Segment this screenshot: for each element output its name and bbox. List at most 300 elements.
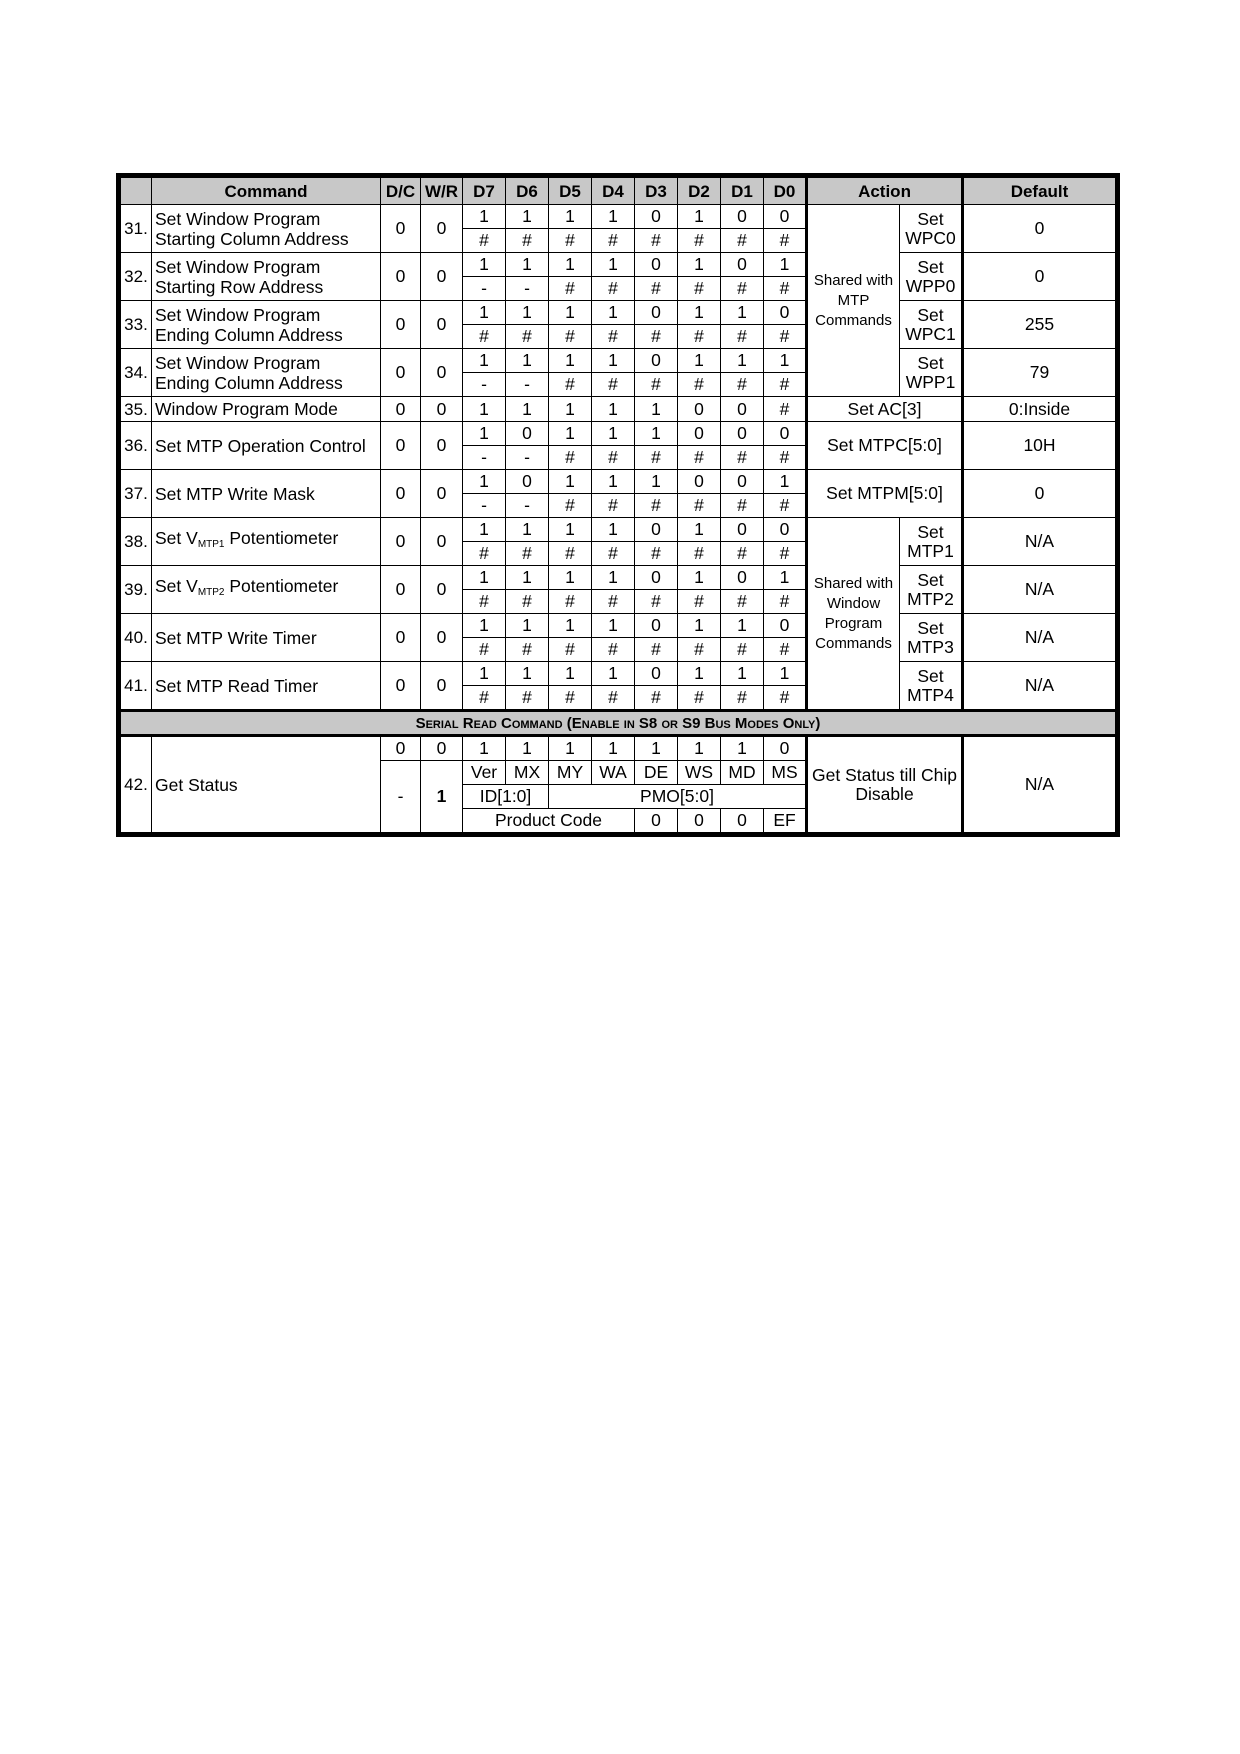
status-bit-name: MY — [549, 761, 592, 785]
dc-value: 0 — [381, 470, 421, 518]
row-number: 37. — [121, 470, 152, 518]
shared-note-line: Commands — [815, 311, 892, 329]
command-name-line: Ending Column Address — [155, 372, 343, 393]
bit-value: # — [463, 590, 506, 614]
bit-value: # — [764, 373, 807, 397]
bit-value: 1 — [764, 349, 807, 373]
header-bit: D1 — [721, 178, 764, 205]
bit-value: 1 — [592, 397, 635, 422]
action-line: Set — [917, 256, 944, 277]
action-line: Set — [917, 617, 944, 638]
wr-value: 0 — [421, 422, 463, 470]
command-name-line: Set Window Program — [155, 352, 321, 373]
bit-value: 0 — [506, 422, 549, 446]
default-value: N/A — [963, 566, 1116, 614]
status-bit-name: WS — [678, 761, 721, 785]
bit-value: 0 — [635, 566, 678, 590]
bit-value: # — [549, 277, 592, 301]
header-default: Default — [963, 178, 1116, 205]
row-number: 42. — [121, 736, 152, 833]
bit-value: 1 — [506, 662, 549, 686]
dc-value: 0 — [381, 349, 421, 397]
bit-value: 0 — [721, 253, 764, 277]
shared-note-line: Program — [824, 614, 883, 632]
bit-value: # — [764, 494, 807, 518]
bit-value: 0 — [721, 205, 764, 229]
bit-value: 1 — [721, 736, 764, 761]
status-bit-name: MS — [764, 761, 807, 785]
bit-value: 1 — [463, 301, 506, 325]
command-prefix: Set V — [155, 528, 198, 548]
bit-value: 0 — [635, 253, 678, 277]
bit-value: # — [678, 494, 721, 518]
bit-value: # — [678, 590, 721, 614]
command-name — [152, 566, 381, 614]
dc-value: 0 — [381, 422, 421, 470]
action-line: Set — [917, 665, 944, 686]
table-row — [121, 422, 1116, 446]
default-value: N/A — [963, 736, 1116, 833]
bit-value: 1 — [506, 736, 549, 761]
bit-value: 0 — [635, 301, 678, 325]
product-code: Product Code — [463, 809, 635, 833]
header-dc: D/C — [381, 178, 421, 205]
bit-value: 0 — [721, 518, 764, 542]
bit-value: 1 — [592, 349, 635, 373]
bit-value: # — [635, 277, 678, 301]
row-number: 32. — [121, 253, 152, 301]
action-cell — [807, 736, 963, 833]
bit-value: 0 — [635, 205, 678, 229]
command-name — [152, 253, 381, 301]
table-row — [121, 253, 1116, 277]
bit-value: # — [721, 277, 764, 301]
action-cell — [900, 253, 963, 301]
section-title-text: Serial Read Command (Enable in S8 or S9 Bus Modes Only) — [415, 714, 821, 732]
command-name — [152, 614, 381, 662]
action-cell — [900, 301, 963, 349]
command-name-line: Starting Row Address — [155, 276, 324, 297]
bit-value: # — [721, 686, 764, 711]
bit-value: # — [463, 229, 506, 253]
action-line: Set MTPM[5:0] — [826, 483, 943, 503]
bit-value: 1 — [506, 518, 549, 542]
bit-value: 1 — [678, 566, 721, 590]
command-name — [152, 518, 381, 566]
dc-value: 0 — [381, 301, 421, 349]
header-bit: D0 — [764, 178, 807, 205]
bit-value: # — [635, 229, 678, 253]
shared-commands-note — [807, 518, 900, 711]
command-subscript: MTP1 — [197, 539, 225, 550]
bit-value: 1 — [549, 614, 592, 638]
bit-value: # — [721, 542, 764, 566]
bit-value: 1 — [549, 397, 592, 422]
bit-value: # — [549, 373, 592, 397]
bit-value: # — [506, 638, 549, 662]
action-line: MTP4 — [907, 684, 954, 705]
dc-value: 0 — [381, 205, 421, 253]
bit-value: # — [635, 542, 678, 566]
command-name-line: Window Program Mode — [155, 399, 338, 419]
bit-value: 1 — [592, 470, 635, 494]
dc-value: 0 — [381, 736, 421, 761]
command-name-line: Set MTP Operation Control — [155, 435, 366, 456]
bit-value: 1 — [721, 614, 764, 638]
bit-value: # — [635, 494, 678, 518]
header-action: Action — [807, 178, 963, 205]
action-line: Get Status till Chip — [812, 764, 957, 785]
bit-value: # — [635, 373, 678, 397]
default-value: 0:Inside — [963, 397, 1116, 422]
bit-value: 0 — [764, 205, 807, 229]
bit-value: 0 — [764, 422, 807, 446]
bit-value: 1 — [506, 253, 549, 277]
action-line: WPC1 — [905, 323, 956, 344]
bit-value: # — [549, 542, 592, 566]
bit-value: 1 — [549, 736, 592, 761]
bit-value: 1 — [721, 301, 764, 325]
default-value: N/A — [963, 518, 1116, 566]
bit-value: 1 — [592, 518, 635, 542]
bit-value: - — [463, 446, 506, 470]
bit-value: 0 — [678, 470, 721, 494]
bit-value: # — [549, 325, 592, 349]
command-suffix: Potentiometer — [224, 576, 339, 596]
default-value: 0 — [963, 470, 1116, 518]
bit-value: # — [678, 373, 721, 397]
bit-value: # — [549, 686, 592, 711]
status-bit-name: DE — [635, 761, 678, 785]
bit-value: 1 — [463, 397, 506, 422]
action-cell — [900, 614, 963, 662]
header-bit: D3 — [635, 178, 678, 205]
row-number: 41. — [121, 662, 152, 711]
action-cell — [807, 470, 963, 518]
bit-value: 1 — [678, 518, 721, 542]
bit-value: # — [506, 325, 549, 349]
bit-value: 1 — [549, 205, 592, 229]
action-line: Set AC[3] — [847, 398, 922, 419]
action-cell — [900, 566, 963, 614]
bit-value: 1 — [592, 205, 635, 229]
header-bit: D7 — [463, 178, 506, 205]
status-bit-name: Ver — [463, 761, 506, 785]
action-cell — [900, 662, 963, 711]
bit-value: 0 — [721, 397, 764, 422]
bit-value: 1 — [506, 301, 549, 325]
bit-value: # — [764, 229, 807, 253]
command-table — [120, 177, 1116, 833]
command-name — [152, 422, 381, 470]
action-line: MTP2 — [907, 588, 954, 609]
bit-value: # — [721, 446, 764, 470]
wr-value: 0 — [421, 397, 463, 422]
bit-value: 1 — [592, 566, 635, 590]
bit-value: 1 — [549, 662, 592, 686]
bit-value: # — [721, 494, 764, 518]
bit-value: # — [635, 686, 678, 711]
bit-value: # — [764, 638, 807, 662]
table-row — [121, 662, 1116, 686]
wr-value: 0 — [421, 349, 463, 397]
bit-value: 0 — [635, 662, 678, 686]
bit-value: # — [764, 397, 807, 422]
bit-value: # — [721, 325, 764, 349]
bit-value: 1 — [592, 662, 635, 686]
bit-value: 1 — [678, 662, 721, 686]
default-value: N/A — [963, 614, 1116, 662]
action-line: Set — [917, 352, 944, 373]
default-value: 0 — [963, 205, 1116, 253]
status-bit-name: WA — [592, 761, 635, 785]
bit-value: 1 — [592, 614, 635, 638]
bit-value: EF — [764, 809, 807, 833]
action-cell — [807, 422, 963, 470]
bit-value: 1 — [463, 566, 506, 590]
bit-value: # — [592, 638, 635, 662]
bit-value: # — [635, 638, 678, 662]
command-name-line: Set Window Program — [155, 304, 321, 325]
bit-value: 1 — [463, 205, 506, 229]
action-line: Set — [917, 569, 944, 590]
command-name — [152, 470, 381, 518]
action-cell — [900, 349, 963, 397]
header-wr: W/R — [421, 178, 463, 205]
wr-value: 0 — [421, 470, 463, 518]
bit-value: - — [506, 373, 549, 397]
bit-value: # — [764, 590, 807, 614]
bit-value: 0 — [764, 518, 807, 542]
section-row — [121, 711, 1116, 736]
bit-value: # — [678, 542, 721, 566]
table-row — [121, 349, 1116, 373]
bit-value: # — [506, 590, 549, 614]
wr-value: 0 — [421, 614, 463, 662]
command-prefix: Set V — [155, 576, 198, 596]
bit-value: 0 — [764, 736, 807, 761]
default-value: 0 — [963, 253, 1116, 301]
header-bit: D2 — [678, 178, 721, 205]
action-cell — [807, 397, 963, 422]
dc-value: 0 — [381, 566, 421, 614]
bit-value: 0 — [764, 301, 807, 325]
dc-value: 0 — [381, 518, 421, 566]
row-number: 35. — [121, 397, 152, 422]
command-name-line: Set MTP Read Timer — [155, 675, 319, 696]
bit-value: - — [506, 446, 549, 470]
bit-value: # — [592, 229, 635, 253]
command-name: Get Status — [152, 736, 381, 833]
bit-value: # — [721, 373, 764, 397]
wr-value: 0 — [421, 566, 463, 614]
bit-value: 1 — [678, 253, 721, 277]
bit-value: 1 — [678, 301, 721, 325]
command-subscript: MTP2 — [197, 587, 225, 598]
bit-value: 0 — [635, 518, 678, 542]
bit-value: 1 — [592, 422, 635, 446]
command-name-line: Set MTP Write Mask — [155, 483, 315, 504]
bit-value: 0 — [678, 422, 721, 446]
table-row — [121, 301, 1116, 325]
bit-value: # — [678, 229, 721, 253]
bit-value: # — [678, 686, 721, 711]
bit-value: 1 — [635, 422, 678, 446]
bit-value: 1 — [463, 736, 506, 761]
bit-value: 0 — [764, 614, 807, 638]
bit-value: 1 — [764, 253, 807, 277]
bit-value: # — [678, 325, 721, 349]
action-line: Set — [917, 208, 944, 229]
action-cell — [900, 518, 963, 566]
id-field: ID[1:0] — [463, 785, 549, 809]
command-name-line: Set Window Program — [155, 208, 321, 229]
bit-value: 1 — [549, 422, 592, 446]
command-name — [152, 662, 381, 711]
bit-value: 1 — [635, 470, 678, 494]
command-name — [152, 349, 381, 397]
bit-value: # — [592, 590, 635, 614]
bit-value: # — [635, 446, 678, 470]
default-value: 255 — [963, 301, 1116, 349]
bit-value: # — [549, 590, 592, 614]
header-num — [121, 178, 152, 205]
bit-value: 1 — [549, 518, 592, 542]
bit-value: 1 — [549, 349, 592, 373]
shared-note-line: Commands — [815, 634, 892, 652]
row-number: 38. — [121, 518, 152, 566]
shared-note-line: MTP — [837, 291, 870, 309]
shared-note-line: Shared with — [813, 271, 894, 289]
bit-value: 1 — [463, 470, 506, 494]
default-value: 79 — [963, 349, 1116, 397]
bit-value: 1 — [635, 397, 678, 422]
bit-value: 1 — [549, 253, 592, 277]
bit-value: 1 — [678, 349, 721, 373]
header-bit: D5 — [549, 178, 592, 205]
shared-note-line: Window — [826, 594, 881, 612]
wr-value: 0 — [421, 301, 463, 349]
row-number: 40. — [121, 614, 152, 662]
bit-value: # — [764, 686, 807, 711]
bit-value: # — [549, 638, 592, 662]
action-line: Set — [917, 304, 944, 325]
bit-value: # — [463, 542, 506, 566]
status-bit-name: MD — [721, 761, 764, 785]
bit-value: 1 — [592, 253, 635, 277]
bit-value: 1 — [506, 614, 549, 638]
command-name — [152, 301, 381, 349]
command-name — [152, 205, 381, 253]
command-name — [152, 397, 381, 422]
bit-value: # — [592, 542, 635, 566]
header-row — [121, 178, 1116, 205]
bit-value: 0 — [635, 349, 678, 373]
bit-value: # — [549, 229, 592, 253]
bit-value: # — [764, 325, 807, 349]
bit-value: - — [506, 277, 549, 301]
wr-value: 0 — [421, 736, 463, 761]
dc-value: 0 — [381, 614, 421, 662]
table-row — [121, 566, 1116, 590]
bit-value: # — [592, 446, 635, 470]
bit-value: # — [635, 590, 678, 614]
row-number: 33. — [121, 301, 152, 349]
bit-value: # — [764, 277, 807, 301]
bit-value: 1 — [506, 397, 549, 422]
command-name-line: Set Window Program — [155, 256, 321, 277]
table-row — [121, 614, 1116, 638]
shared-commands-note — [807, 205, 900, 397]
bit-value: # — [721, 638, 764, 662]
bit-value: # — [506, 229, 549, 253]
bit-value: 1 — [463, 349, 506, 373]
bit-value: 1 — [635, 736, 678, 761]
dc-value: 0 — [381, 397, 421, 422]
command-suffix: Potentiometer — [224, 528, 339, 548]
action-line: MTP1 — [907, 540, 954, 561]
header-command: Command — [152, 178, 381, 205]
bit-value: 0 — [635, 809, 678, 833]
action-line: Disable — [855, 783, 914, 804]
bit-value: 1 — [549, 301, 592, 325]
action-cell — [900, 205, 963, 253]
bit-value: # — [721, 229, 764, 253]
bit-value: 1 — [463, 662, 506, 686]
section-title — [121, 711, 1116, 736]
bit-value: # — [592, 373, 635, 397]
bit-value: 0 — [678, 809, 721, 833]
command-name-line: Ending Column Address — [155, 324, 343, 345]
bit-value: # — [592, 325, 635, 349]
wr-value: 0 — [421, 253, 463, 301]
bit-value: 0 — [721, 809, 764, 833]
bit-value: 0 — [721, 470, 764, 494]
table-row — [121, 205, 1116, 229]
bit-value: 1 — [463, 253, 506, 277]
bit-value: 1 — [463, 614, 506, 638]
wr-value: 0 — [421, 662, 463, 711]
bit-value: 0 — [506, 470, 549, 494]
bit-value: # — [678, 638, 721, 662]
header-bit: D6 — [506, 178, 549, 205]
bit-value: # — [678, 446, 721, 470]
bit-value: - — [463, 373, 506, 397]
bit-value: 1 — [463, 422, 506, 446]
bit-value: - — [463, 494, 506, 518]
bit-value: - — [463, 277, 506, 301]
status-bit-name: MX — [506, 761, 549, 785]
bit-value: 0 — [678, 397, 721, 422]
row-number: 39. — [121, 566, 152, 614]
bit-value: 0 — [635, 614, 678, 638]
wr-value: 0 — [421, 518, 463, 566]
bit-value: 1 — [678, 736, 721, 761]
bit-value: 1 — [678, 205, 721, 229]
header-bit: D4 — [592, 178, 635, 205]
bit-value: # — [592, 686, 635, 711]
bit-value: 1 — [721, 662, 764, 686]
bit-value: # — [592, 494, 635, 518]
bit-value: 1 — [764, 566, 807, 590]
bit-value: 1 — [549, 566, 592, 590]
action-line: MTP3 — [907, 636, 954, 657]
bit-value: # — [463, 638, 506, 662]
bit-value: # — [721, 590, 764, 614]
row-number: 34. — [121, 349, 152, 397]
row-number: 36. — [121, 422, 152, 470]
bit-value: 1 — [592, 301, 635, 325]
